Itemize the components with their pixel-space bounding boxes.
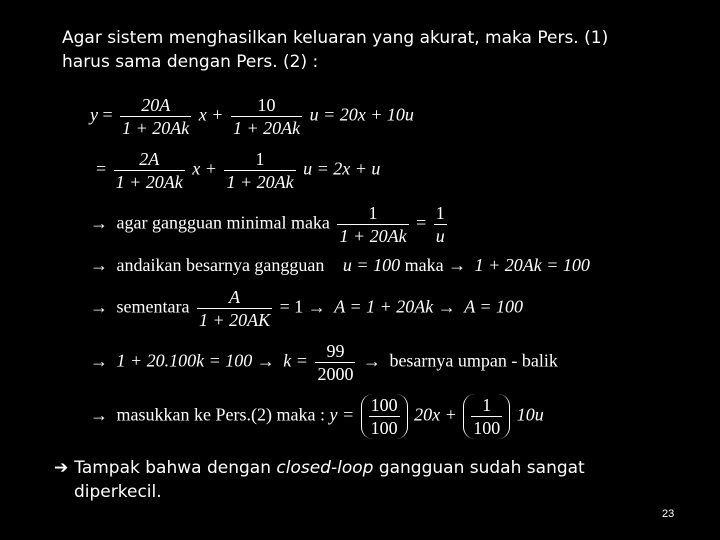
eq4-text: andaikan besarnya gangguan	[116, 255, 325, 275]
eq2-text-1: x +	[192, 158, 217, 179]
right-arrow-icon: →	[90, 255, 108, 275]
eq4-value: u = 100	[342, 255, 401, 275]
eq6-text: 1 + 20.100k = 100	[116, 350, 253, 371]
eq1-text-2: u = 20x + 10u	[309, 104, 414, 125]
right-arrow-icon: →	[307, 296, 326, 317]
eq2-text-2: u = 2x + u	[303, 158, 381, 179]
equation-4: → andaikan besarnya gangguan u = 100 maka → 1 + 20Ak = 100	[90, 255, 590, 275]
eq2-fraction-2: $\frac{1}{1 + 20Ak}$	[226, 149, 294, 192]
eq2-fraction-1: $\frac{2A}{1 + 20Ak}$	[115, 149, 183, 192]
intro-line-2: harus sama dengan Pers. (2) :	[62, 52, 319, 72]
eq4-result: 1 + 20Ak = 100	[474, 255, 590, 275]
right-arrow-icon: →	[437, 296, 456, 317]
eq1-fraction-2: $\frac{10}{1 + 20Ak}$	[232, 95, 301, 138]
eq1-text-1: x +	[198, 104, 224, 125]
conclusion-text: ➔ Tampak bahwa dengan closed-loop gangguan sudah sangat diperkecil.	[54, 458, 585, 502]
equation-7: → masukkan ke Pers.(2) maka : y = $\frac{100}{100}$ 20x + $\frac{1}{100}$ 10u	[90, 395, 544, 438]
eq1-fraction-1: $\frac{20A}{1 + 20Ak}$	[122, 95, 190, 138]
eq6-fraction: $\frac{99}{2000}$	[317, 341, 354, 384]
eq3-fraction-1: $\frac{1}{1 + 20Ak}$	[339, 203, 407, 246]
equation-2	[96, 148, 380, 193]
intro-text	[62, 26, 702, 74]
equation-6: → 1 + 20.100k = 100 → k = $\frac{99}{2000}$ → besarnya umpan - balik	[90, 341, 558, 384]
right-arrow-icon: →	[90, 404, 108, 425]
right-arrow-icon: →	[90, 296, 108, 317]
right-arrow-icon: →	[448, 255, 467, 275]
right-arrow-icon: →	[256, 350, 275, 371]
intro-line-1: Agar sistem menghasilkan keluaran yang akurat, maka Pers. (1)	[62, 28, 609, 48]
page-number: 23	[662, 508, 675, 520]
equation-5: → sementara $\frac{A}{1 + 20AK}$ = 1 → A = 1 + 20Ak → A = 100	[90, 287, 524, 330]
eq7-paren-1: $\frac{100}{100}$	[361, 394, 408, 439]
equation-1: y = $\frac{20A}{1 + 20Ak}$ x + $\frac{10}{1 + 20Ak}$ u = 20x + 10u	[90, 95, 414, 138]
eq1-lhs: y	[90, 104, 98, 125]
right-arrow-icon: →	[362, 350, 381, 371]
eq7-text: masukkan ke Pers.(2) maka :	[116, 404, 325, 425]
eq5-text: sementara	[116, 296, 190, 317]
eq7-paren-2: $\frac{1}{100}$	[463, 394, 510, 439]
right-arrow-icon: →	[90, 350, 108, 371]
eq3-text: agar gangguan minimal maka	[116, 212, 330, 233]
eq3-fraction-2: $\frac{1}{u}$	[435, 203, 445, 246]
eq2-lead: =	[96, 158, 107, 179]
eq5-fraction: $\frac{A}{1 + 20AK}$	[198, 287, 271, 330]
right-arrow-icon: →	[90, 212, 108, 233]
equation-3: → agar gangguan minimal maka $\frac{1}{1 + 20Ak}$ = $\frac{1}{u}$	[90, 203, 445, 246]
arrow-bullet-icon: ➔	[54, 458, 69, 478]
